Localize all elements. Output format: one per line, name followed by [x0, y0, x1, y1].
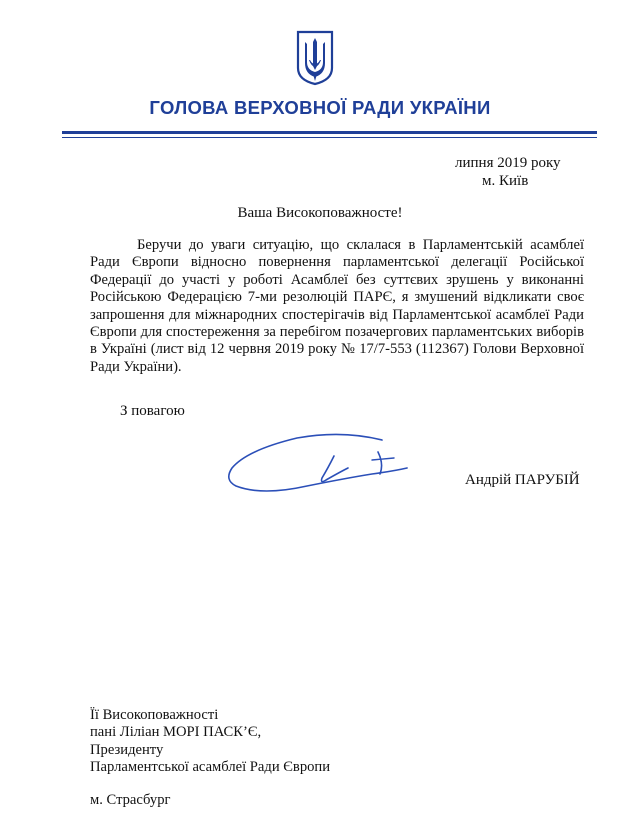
- addressee-line-3: Президенту: [90, 741, 164, 758]
- letter-city: м. Київ: [482, 173, 529, 189]
- addressee-line-1: Її Високоповажності: [90, 707, 219, 723]
- letter-date: липня 2019 року: [455, 155, 561, 171]
- addressee-line-2: пані Ліліан МОРІ ПАСК’Є,: [90, 724, 262, 741]
- salutation: Ваша Високоповажносте!: [237, 205, 403, 221]
- signer-name: Андрій ПАРУБІЙ: [465, 472, 580, 488]
- letter-body: Беручи до уваги ситуацію, що склалася в Парламентській асамблеї Ради Європи відносно повернення парламентської делегації Російської Федерації до участі у роботі Асамблеї без суттєвих зрушень у виконанні Російською Федерацією 7-ми резолюцій ПАРЄ, я змушений відкликати своє запрошення для міжнародних спостерігачів від Парламентської асамблеї Ради Європи для спостереження за перебігом позачергових парламентських виборів в Україні (лист від 12 червня 2019 року № 17/7-553 (112367) Голови Верховної Ради України).: [90, 237, 584, 375]
- handwritten-signature: [222, 428, 412, 506]
- letterhead-title: ГОЛОВА ВЕРХОВНОЇ РАДИ УКРАЇНИ: [149, 97, 491, 118]
- destination-city: м. Страсбург: [90, 792, 171, 808]
- letterhead-rule-thin: [62, 137, 597, 138]
- trident-emblem-icon: [296, 30, 334, 86]
- letterhead-rule-thick: [62, 131, 597, 134]
- closing-phrase: З повагою: [120, 403, 185, 419]
- addressee-block: [90, 707, 330, 776]
- addressee-line-4: Парламентської асамблеї Ради Європи: [90, 758, 331, 775]
